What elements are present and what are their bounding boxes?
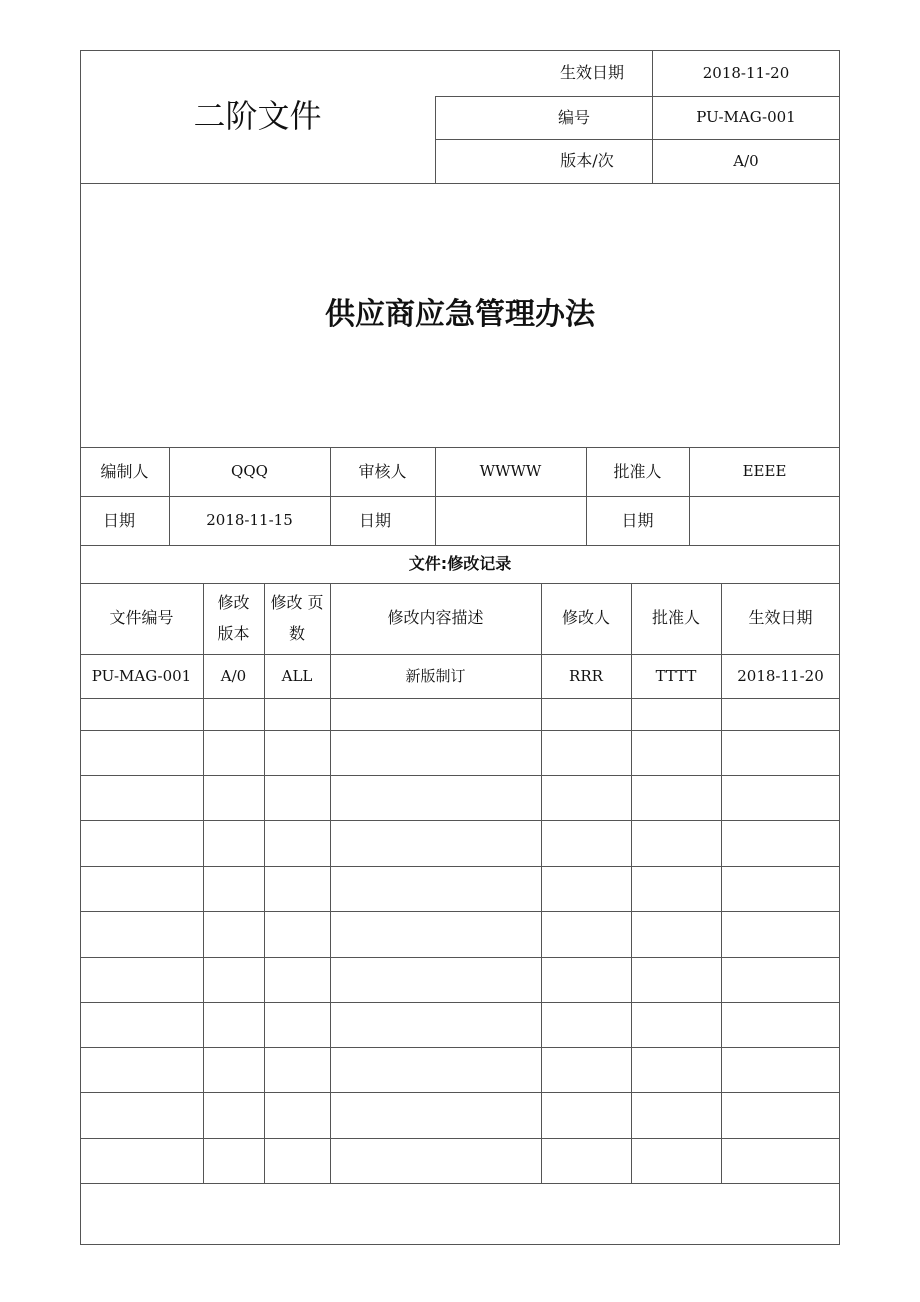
table-header-rev-version: 修改 版本 — [217, 593, 250, 643]
revision-record-title: 文件:修改记录 — [408, 554, 512, 574]
compile-date-label: 日期 — [102, 510, 135, 530]
document-number-value: PU-MAG-001 — [696, 108, 796, 127]
effective-date-label: 生效日期 — [559, 63, 624, 83]
table-cell-rev-pages: ALL — [281, 666, 313, 685]
compiler-value: QQQ — [231, 462, 268, 481]
table-cell-doc-number: PU-MAG-001 — [91, 666, 192, 685]
table-header-approver: 批准人 — [651, 608, 700, 628]
table-cell-reviser: RRR — [569, 666, 603, 685]
approver-value: EEEE — [742, 462, 787, 481]
approver-label: 批准人 — [613, 461, 662, 481]
table-cell-approver: TTTT — [655, 666, 697, 685]
compiler-label: 编制人 — [100, 461, 149, 481]
effective-date-value: 2018-11-20 — [702, 63, 790, 82]
version-label: 版本/次 — [560, 151, 614, 171]
compile-date-value: 2018-11-15 — [206, 511, 293, 530]
table-header-effective-date: 生效日期 — [748, 608, 813, 628]
version-value: A/0 — [733, 151, 759, 170]
reviewer-label: 审核人 — [358, 461, 407, 481]
table-cell-effective-date: 2018-11-20 — [737, 666, 824, 685]
approve-date-label: 日期 — [621, 510, 654, 530]
review-date-label: 日期 — [358, 510, 391, 530]
table-header-doc-number: 文件编号 — [109, 608, 174, 628]
document-title: 供应商应急管理办法 — [325, 296, 595, 332]
reviewer-value: WWWW — [479, 462, 542, 481]
document-level: 二阶文件 — [193, 96, 322, 135]
table-header-rev-description: 修改内容描述 — [387, 608, 484, 628]
table-header-reviser: 修改人 — [561, 608, 610, 628]
table-cell-rev-version: A/0 — [220, 666, 247, 685]
document-number-label: 编号 — [557, 107, 590, 127]
table-header-rev-pages: 修改 页 数 — [270, 593, 324, 643]
table-cell-rev-description: 新版制订 — [405, 666, 466, 685]
